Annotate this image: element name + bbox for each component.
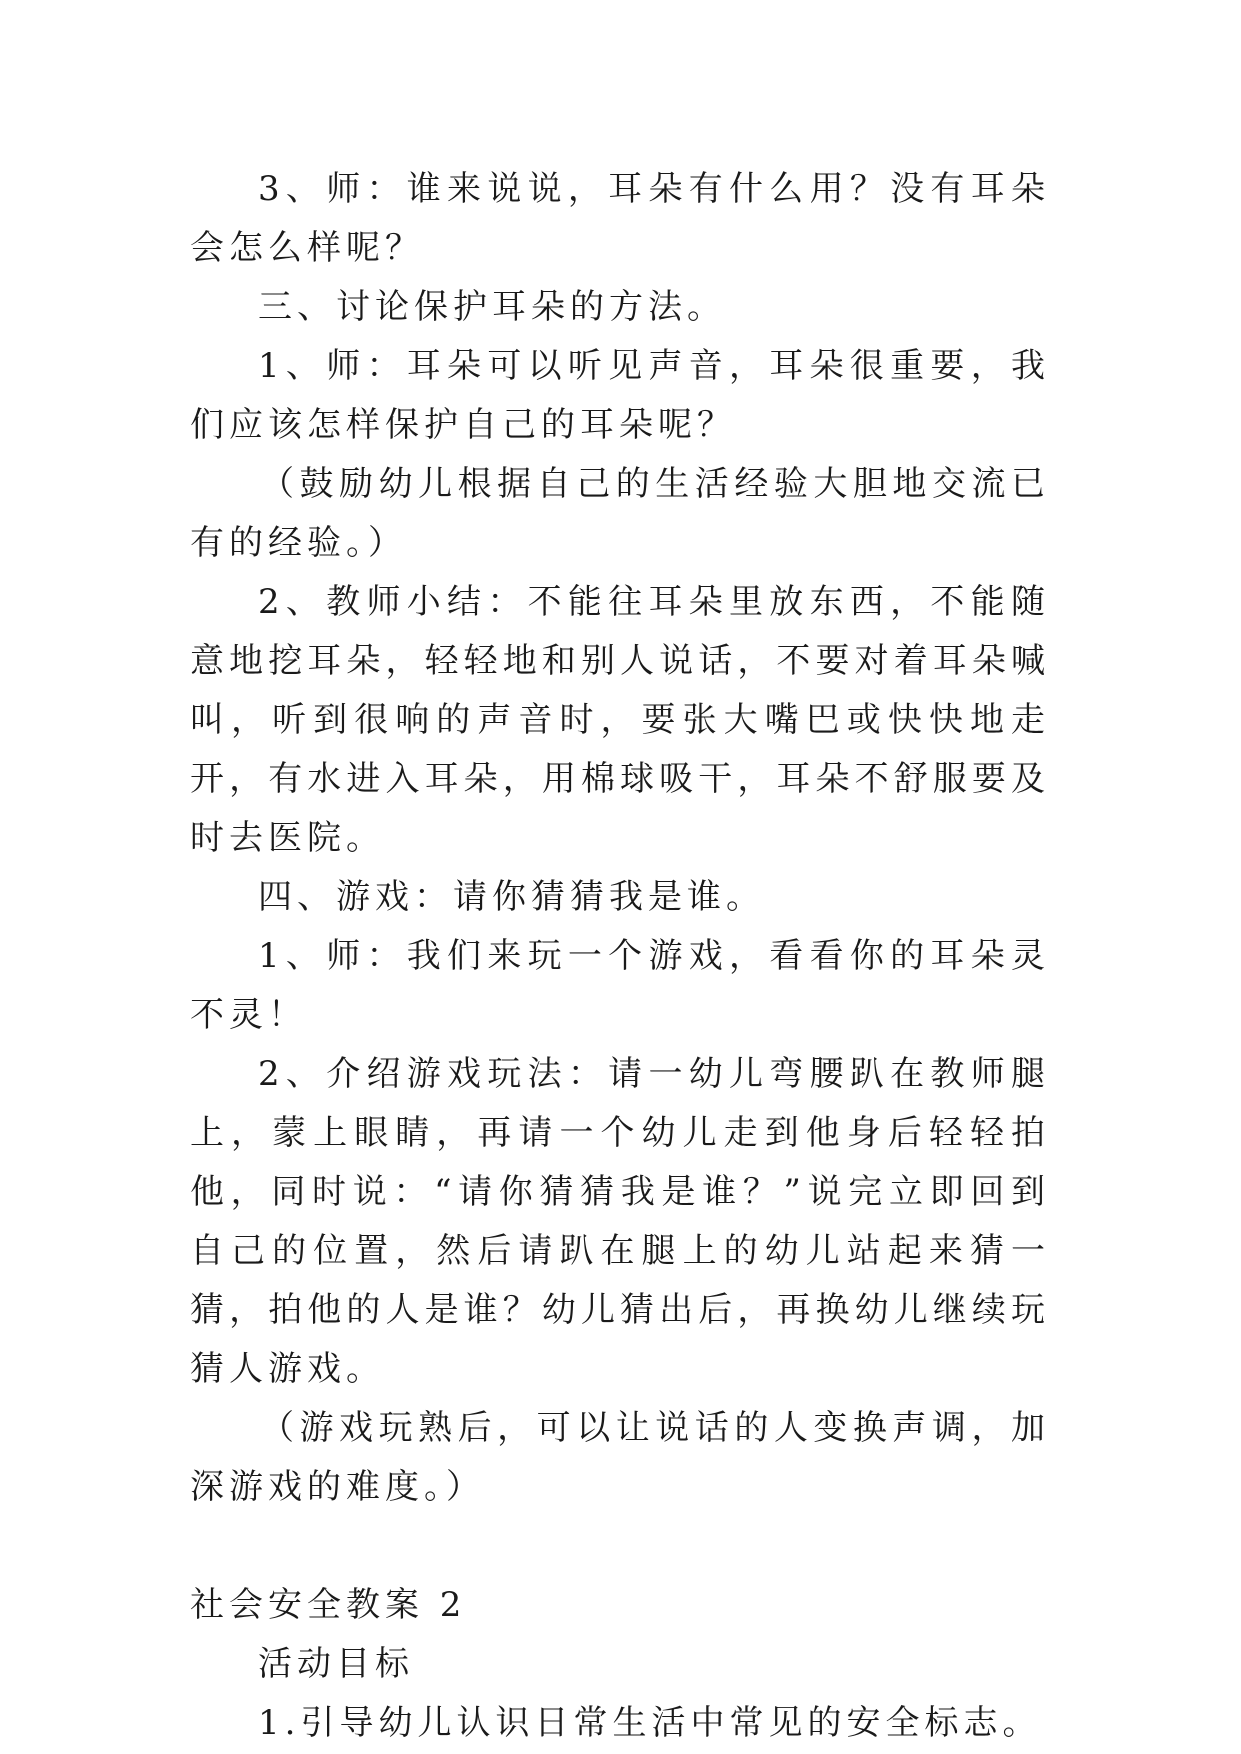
paragraph: 2、介绍游戏玩法：请一幼儿弯腰趴在教师腿上，蒙上眼睛，再请一个幼儿走到他身后轻轻拍他，同时说：“请你猜猜我是谁？”说完立即回到自己的位置，然后请趴在腿上的幼儿站起来猜一猜，拍他的人是谁？幼儿猜出后，再换幼儿继续玩猜人游戏。 xyxy=(190,1054,1050,1389)
paragraph: 1、师：我们来玩一个游戏，看看你的耳朵灵不灵！ xyxy=(190,936,1050,1035)
document-body xyxy=(190,160,1050,1753)
paragraph: 2、教师小结：不能往耳朵里放东西，不能随意地挖耳朵，轻轻地和别人说话，不要对着耳朵喊叫，听到很响的声音时，要张大嘴巴或快快地走开，有水进入耳朵，用棉球吸干，耳朵不舒服要及时去医院。 xyxy=(190,582,1050,858)
paragraph: 3、师：谁来说说，耳朵有什么用？没有耳朵会怎么样呢？ xyxy=(190,169,1050,268)
section-heading: 四、游戏：请你猜猜我是谁。 xyxy=(258,877,765,917)
spacer xyxy=(190,1517,1050,1576)
paragraph: 1.引导幼儿认识日常生活中常见的安全标志。 xyxy=(258,1703,1042,1743)
paragraph-note: （鼓励幼儿根据自己的生活经验大胆地交流已有的经验。） xyxy=(190,464,1050,563)
section-heading: 三、讨论保护耳朵的方法。 xyxy=(258,287,726,327)
paragraph-note: （游戏玩熟后，可以让说话的人变换声调，加深游戏的难度。） xyxy=(190,1408,1050,1507)
document-section-title: 社会安全教案 2 xyxy=(190,1585,467,1625)
paragraph: 1、师：耳朵可以听见声音，耳朵很重要，我们应该怎样保护自己的耳朵呢？ xyxy=(190,346,1050,445)
section-heading: 活动目标 xyxy=(258,1644,414,1684)
